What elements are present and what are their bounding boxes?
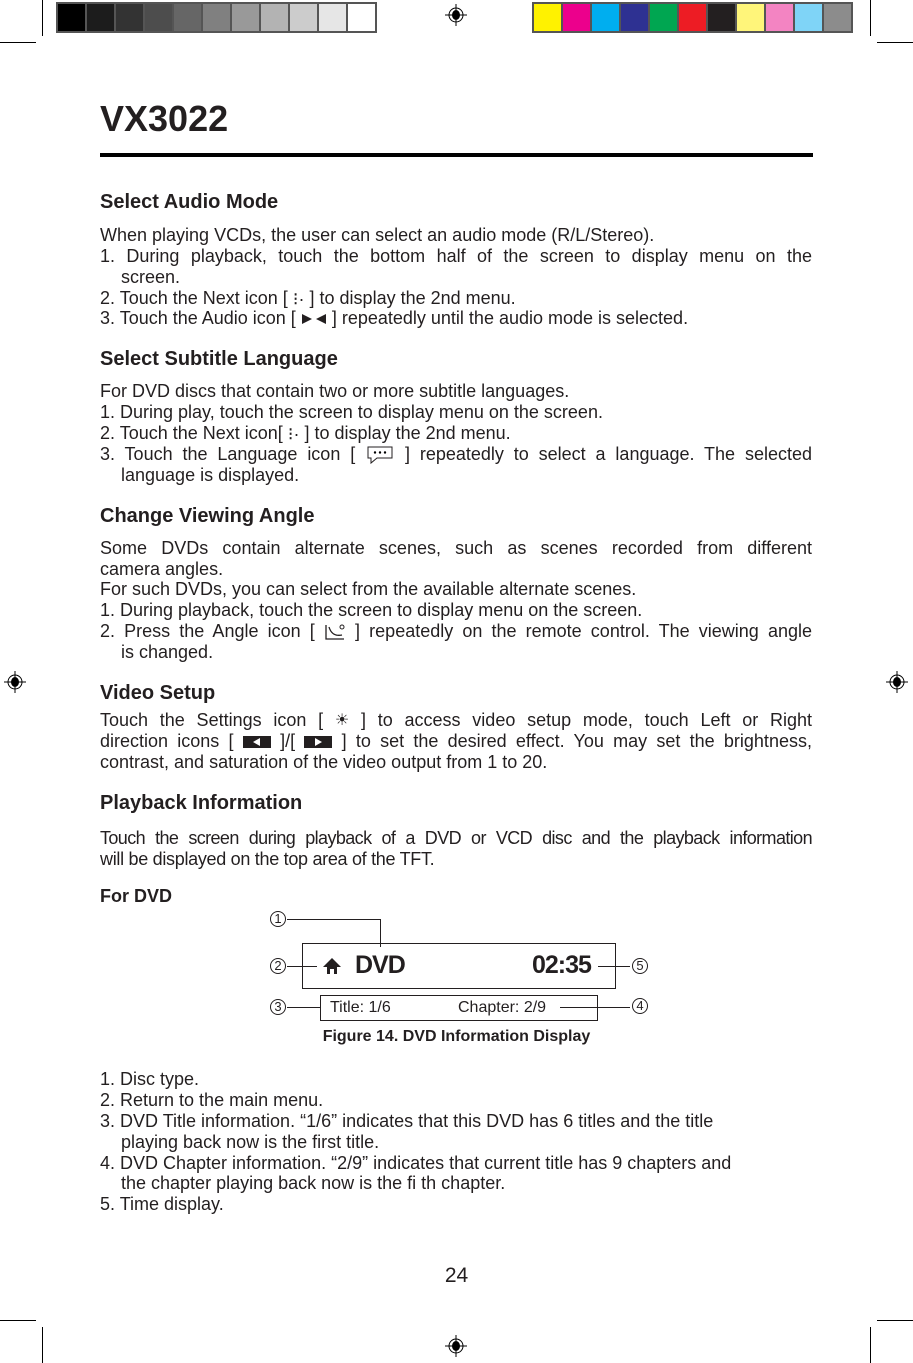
text: 3. Touch the Audio icon [ [100,308,296,328]
callout-2: 2 [270,958,286,974]
text: direction icons [ [100,731,234,751]
leader-line [287,966,317,967]
color-swatch [650,4,677,31]
color-swatch [348,4,375,31]
list-item: 4. DVD Chapter information. “2/9” indicates that current title has 9 chapters and [100,1153,732,1173]
list-item: playing back now is the first title. [121,1132,380,1152]
paragraph-line: Some DVDs contain alternate scenes, such as scenes recorded from different [100,538,812,558]
language-icon [365,445,395,465]
paragraph-line: Touch the screen during playback of a DVD or VCD disc and the playback information [100,828,812,848]
crop-mark [877,1320,913,1321]
page-number: 24 [444,1264,469,1287]
text: ] repeatedly until the audio mode is selected. [331,308,689,328]
title-info: Title: 1/6 [330,999,391,1016]
color-swatch [621,4,648,31]
paragraph-line: language is displayed. [121,465,300,485]
paragraph-line: screen. [121,267,181,287]
text: 2. Touch the Next icon [ [100,288,288,308]
registration-mark-icon [445,1335,467,1357]
color-swatch [261,4,288,31]
paragraph-line [100,307,812,329]
left-direction-icon[interactable] [243,736,271,748]
text: 2. Press the Angle icon [ [100,621,315,641]
disc-type: DVD [355,951,405,979]
paragraph-line [100,620,812,642]
crop-mark [42,1327,43,1363]
leader-line [598,966,630,967]
paragraph-line: For DVD discs that contain two or more subtitle languages. [100,381,570,401]
callout-3: 3 [270,999,286,1015]
section-heading: Playback Information [100,792,303,814]
paragraph-line: 1. During playback, touch the screen to display menu on the screen. [100,600,643,620]
crop-mark [0,42,36,43]
paragraph-line: 1. During play, touch the screen to display menu on the screen. [100,402,603,422]
text: ] repeatedly on the remote control. The viewing angle [355,621,812,641]
text: ] to display the 2nd menu. [304,423,511,443]
leader-line [287,1007,321,1008]
callout-4: 4 [632,998,648,1014]
paragraph-line [100,730,812,752]
list-item: the chapter playing back now is the fi th chapter. [121,1173,506,1193]
text: ] to set the desired effect. You may set the brightness, [341,731,812,751]
time-display: 02:35 [532,951,591,979]
section-heading: Change Viewing Angle [100,505,315,527]
paragraph-line [100,422,812,445]
callout-1: 1 [270,911,286,927]
callout-5: 5 [632,958,648,974]
paragraph-line [100,443,812,465]
paragraph-line: contrast, and saturation of the video output from 1 to 20. [100,752,548,772]
list-item: 5. Time display. [100,1194,224,1214]
leader-line [380,919,381,947]
crop-mark [870,1327,871,1363]
color-swatch [737,4,764,31]
next-icon: ⁝· [292,289,305,310]
color-swatch [592,4,619,31]
paragraph-line: camera angles. [100,559,224,579]
color-swatch [174,4,201,31]
section-heading: Select Subtitle Language [100,348,338,370]
text: 2. Touch the Next icon[ [100,423,283,443]
settings-icon: ☀ [334,712,350,730]
list-item: 1. Disc type. [100,1069,200,1089]
registration-mark-icon [4,671,26,693]
paragraph-line: When playing VCDs, the user can select an audio mode (R/L/Stereo). [100,225,655,245]
color-swatch [795,4,822,31]
crop-mark [877,42,913,43]
color-swatch [87,4,114,31]
registration-mark-icon [886,671,908,693]
color-swatch [290,4,317,31]
paragraph-line: is changed. [121,642,214,662]
color-swatch [319,4,346,31]
text: Touch the Settings icon [ [100,710,324,730]
paragraph-line [100,709,812,732]
leader-line [287,919,380,920]
text: ] to access video setup mode, touch Left or Right [361,710,813,730]
angle-icon [324,623,346,641]
text: ] to display the 2nd menu. [309,288,516,308]
color-swatch [679,4,706,31]
leader-line [560,1007,630,1008]
color-swatch [766,4,793,31]
process-color-bar [532,2,853,33]
crop-mark [870,0,871,36]
color-swatch [145,4,172,31]
figure-caption: Figure 14. DVD Information Display [322,1028,591,1045]
color-swatch [58,4,85,31]
paragraph-line: For such DVDs, you can select from the available alternate scenes. [100,579,637,599]
paragraph-line: will be displayed on the top area of the TFT. [100,849,435,869]
grayscale-color-bar [56,2,377,33]
text: 3. Touch the Language icon [ [100,444,356,464]
color-swatch [534,4,561,31]
list-item: 2. Return to the main menu. [100,1090,324,1110]
crop-mark [42,0,43,36]
crop-mark [0,1320,36,1321]
right-direction-icon[interactable] [304,736,332,748]
model-title: VX3022 [100,98,229,139]
section-heading: Select Audio Mode [100,191,279,213]
color-swatch [116,4,143,31]
text: ] repeatedly to select a language. The selected [404,444,812,464]
text: ]/[ [280,731,296,751]
header-rule [100,153,813,157]
paragraph-line: 1. During playback, touch the bottom half of the screen to display menu on the [100,246,812,266]
color-swatch [708,4,735,31]
chapter-info: Chapter: 2/9 [458,999,547,1016]
registration-mark-icon [445,4,467,26]
color-swatch [824,4,851,31]
home-icon [322,957,342,975]
color-swatch [203,4,230,31]
subheading: For DVD [100,886,172,906]
list-item: 3. DVD Title information. “1/6” indicates that this DVD has 6 titles and the title [100,1111,714,1131]
color-swatch [563,4,590,31]
next-icon: ⁝· [287,424,300,445]
audio-icon [301,312,327,326]
section-heading: Video Setup [100,682,216,704]
color-swatch [232,4,259,31]
